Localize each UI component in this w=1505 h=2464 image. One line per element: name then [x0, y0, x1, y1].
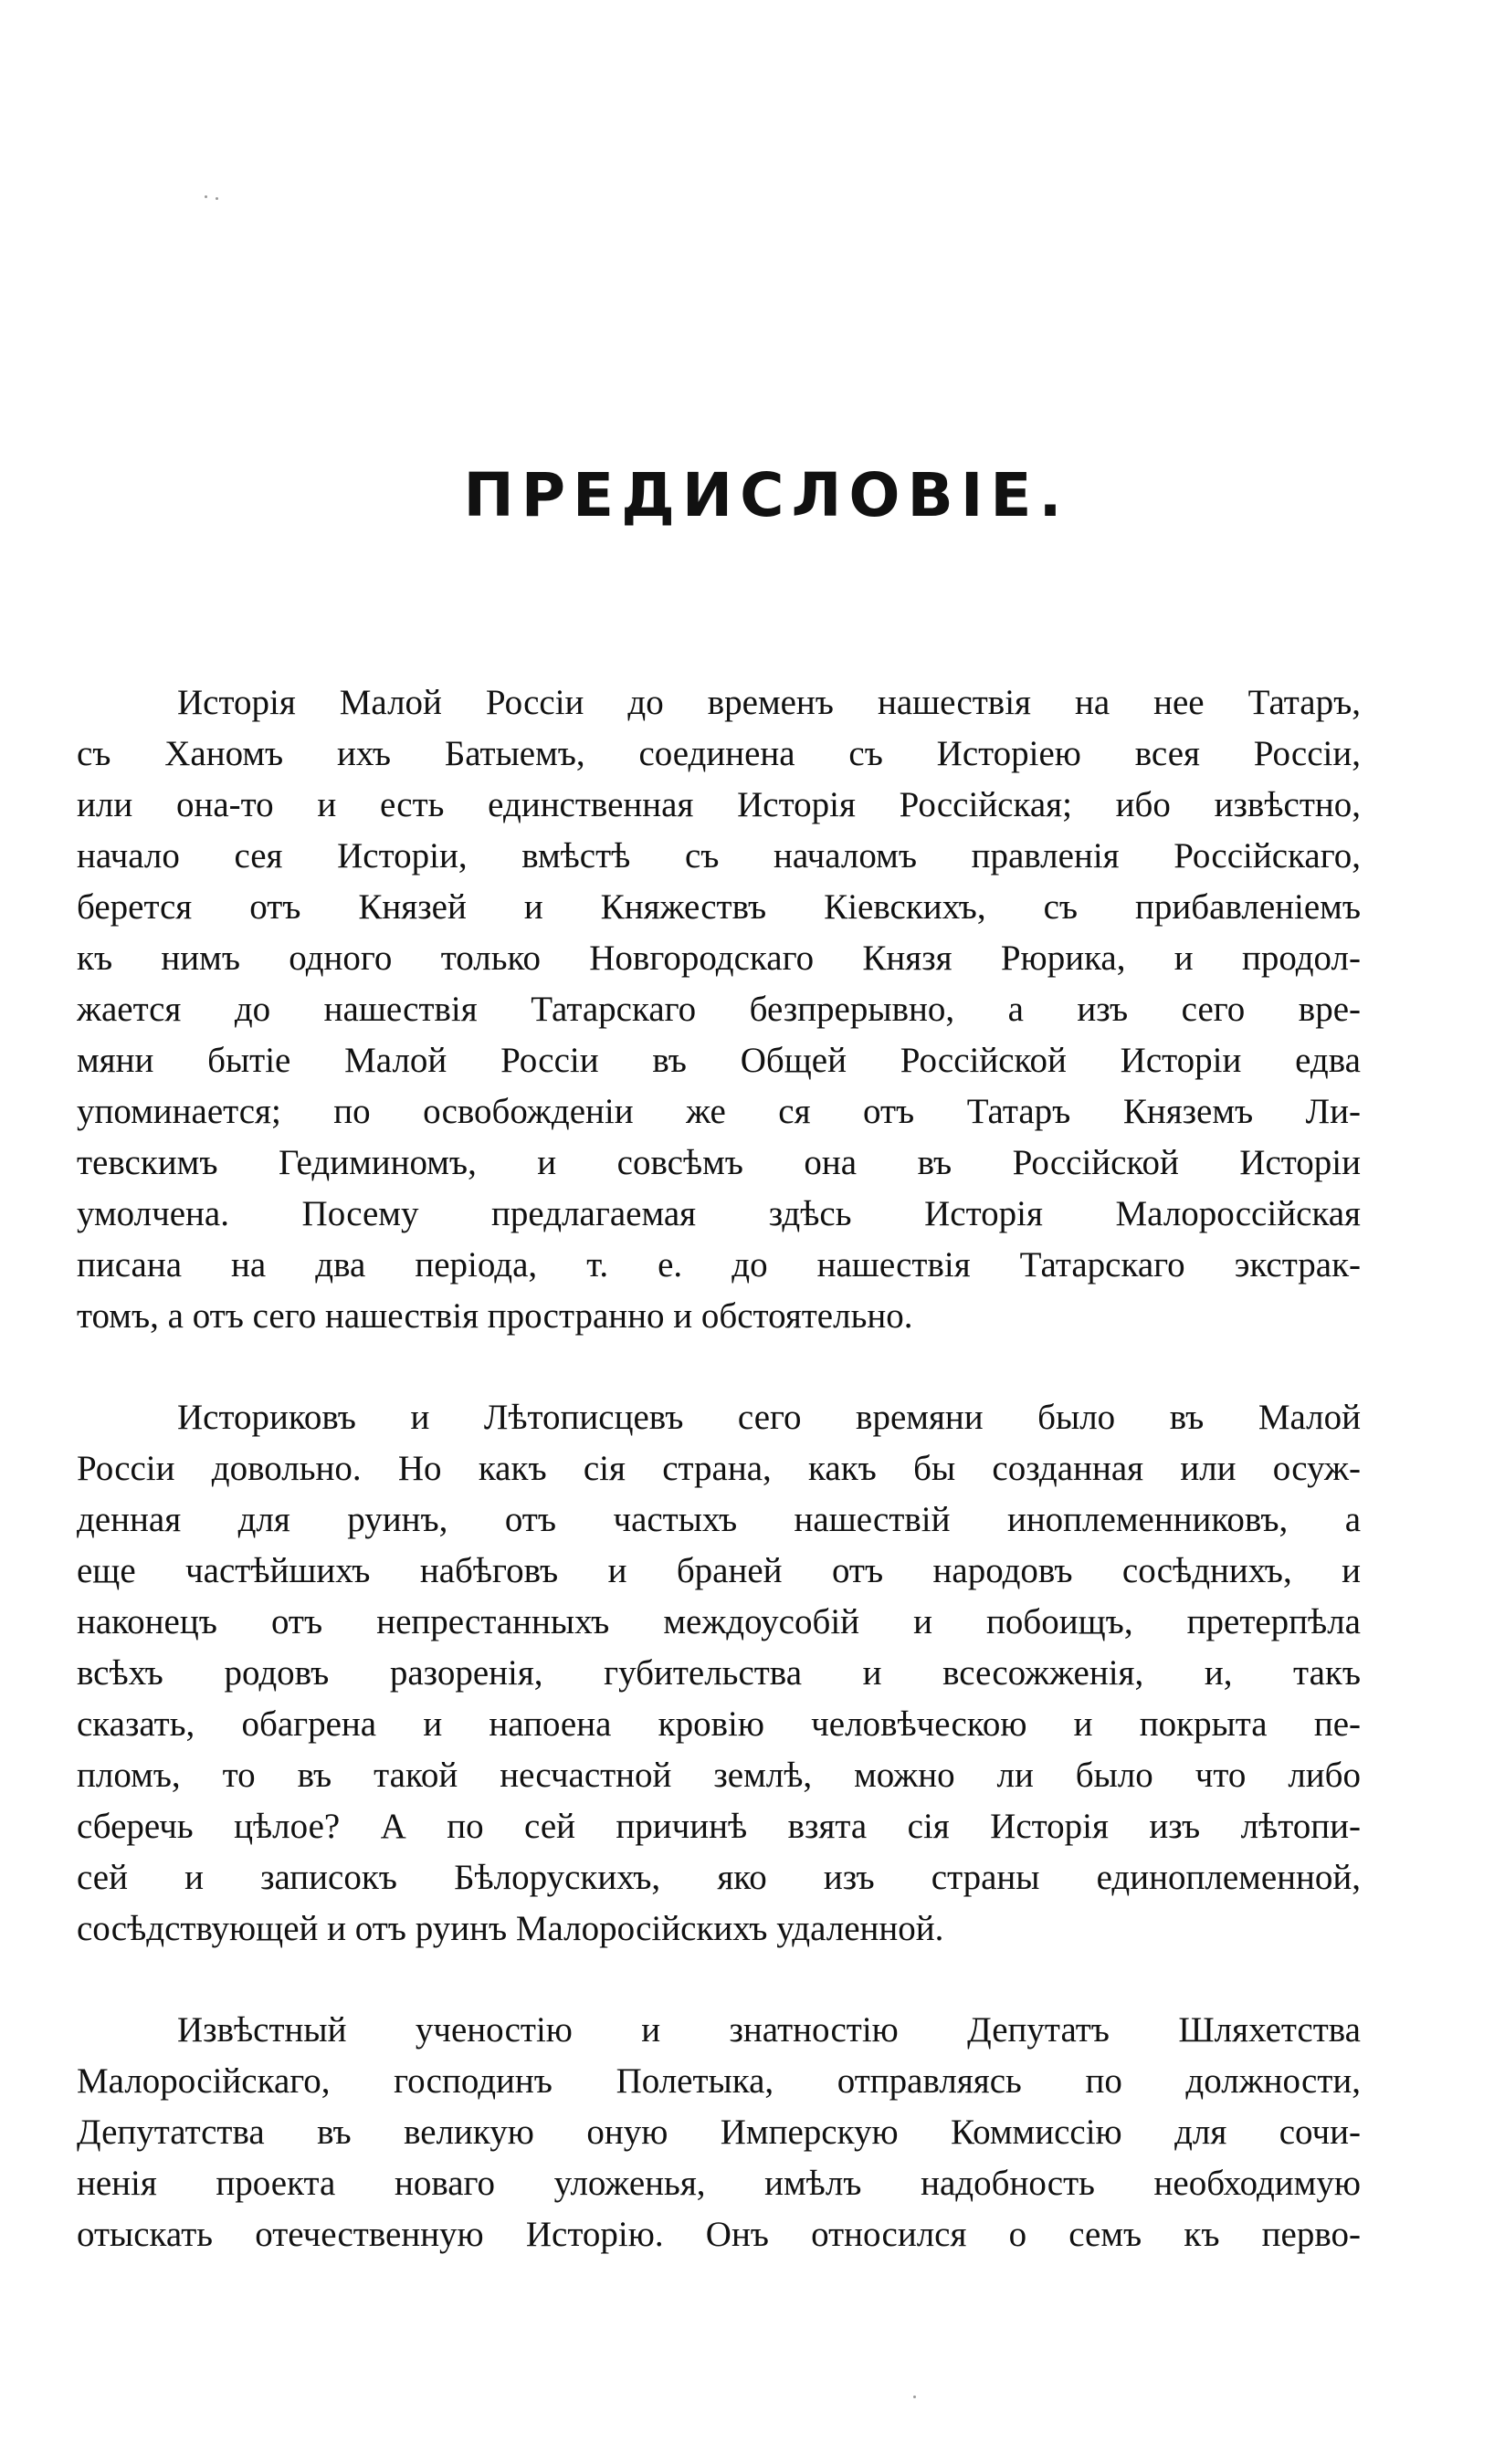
text-line: сказать, обагрена и напоена кровію человѣческою и покрыта пе- [77, 1704, 1361, 1744]
text-line: денная для руинъ, отъ частыхъ нашествій иноплеменниковъ, а [77, 1500, 1361, 1539]
text-line: отыскать отечественную Исторію. Онъ относился о семъ къ перво- [77, 2215, 1361, 2254]
text-line: съ Ханомъ ихъ Батыемъ, соединена съ Исторіею всея Россіи, [77, 734, 1361, 773]
paragraph-1 [77, 677, 1361, 1342]
scan-speck [913, 2396, 916, 2398]
text-line: томъ, а отъ сего нашествія пространно и обстоятельно. [77, 1296, 913, 1336]
text-line: Депутатства въ великую оную Имперскую Коммиссію для сочи- [77, 2113, 1361, 2152]
scan-speck [216, 197, 218, 200]
text-line: къ нимъ одного только Новгородскаго Князя Рюрика, и продол- [77, 938, 1361, 978]
text-line: Исторія Малой Россіи до временъ нашествія на нее Татаръ, [177, 683, 1361, 722]
text-line: сей и записокъ Бѣлорускихъ, яко изъ страны единоплеменной, [77, 1858, 1361, 1897]
paragraph-2 [77, 1392, 1361, 1955]
text-line: Извѣстный ученостію и знатностію Депутатъ Шляхетства [177, 2010, 1361, 2050]
text-line: Россіи довольно. Но какъ сія страна, какъ бы созданная или осуж- [77, 1449, 1361, 1488]
text-line: берется отъ Князей и Княжествъ Кіевскихъ, съ прибавленіемъ [77, 887, 1361, 927]
text-line: Малоросійскаго, господинъ Полетыка, отправляясь по должности, [77, 2061, 1361, 2101]
text-line: сосѣдствующей и отъ руинъ Малоросійскихъ удаленной. [77, 1909, 944, 1948]
text-line: пломъ, то въ такой несчастной землѣ, можно ли было что либо [77, 1756, 1361, 1795]
text-line: писана на два періода, т. е. до нашествія Татарскаго экстрак- [77, 1245, 1361, 1284]
text-line: начало сея Исторіи, вмѣстѣ съ началомъ правленія Россійскаго, [77, 836, 1361, 876]
text-line: Историковъ и Лѣтописцевъ сего времяни было въ Малой [177, 1398, 1361, 1437]
text-line: упоминается; по освобожденіи же ся отъ Татаръ Княземъ Ли- [77, 1092, 1361, 1131]
text-line: или она-то и есть единственная Исторія Россійская; ибо извѣстно, [77, 785, 1361, 824]
text-line: ненія проекта новаго уложенья, имѣлъ надобность необходимую [77, 2164, 1361, 2203]
text-line: сберечь цѣлое? А по сей причинѣ взята сія Исторія изъ лѣтопи- [77, 1807, 1361, 1846]
text-line: наконецъ отъ непрестанныхъ междоусобій и побоищъ, претерпѣла [77, 1602, 1361, 1641]
scan-speck [205, 195, 207, 198]
text-line: жается до нашествія Татарскаго безпрерывно, а изъ сего вре- [77, 990, 1361, 1029]
text-line: еще частѣйшихъ набѣговъ и браней отъ народовъ сосѣднихъ, и [77, 1551, 1361, 1590]
text-line: тевскимъ Гедиминомъ, и совсѣмъ она въ Россійской Исторіи [77, 1143, 1361, 1182]
paragraph-3 [77, 2005, 1361, 2260]
page-title: ПРЕДИСЛОВІЕ. [463, 460, 1069, 530]
text-line: умолчена. Посему предлагаемая здѣсь Исторія Малороссійская [77, 1194, 1361, 1233]
text-line: всѣхъ родовъ разоренія, губительства и всесожженія, и, такъ [77, 1653, 1361, 1693]
text-line: мяни бытіе Малой Россіи въ Общей Россійской Исторіи едва [77, 1041, 1361, 1080]
